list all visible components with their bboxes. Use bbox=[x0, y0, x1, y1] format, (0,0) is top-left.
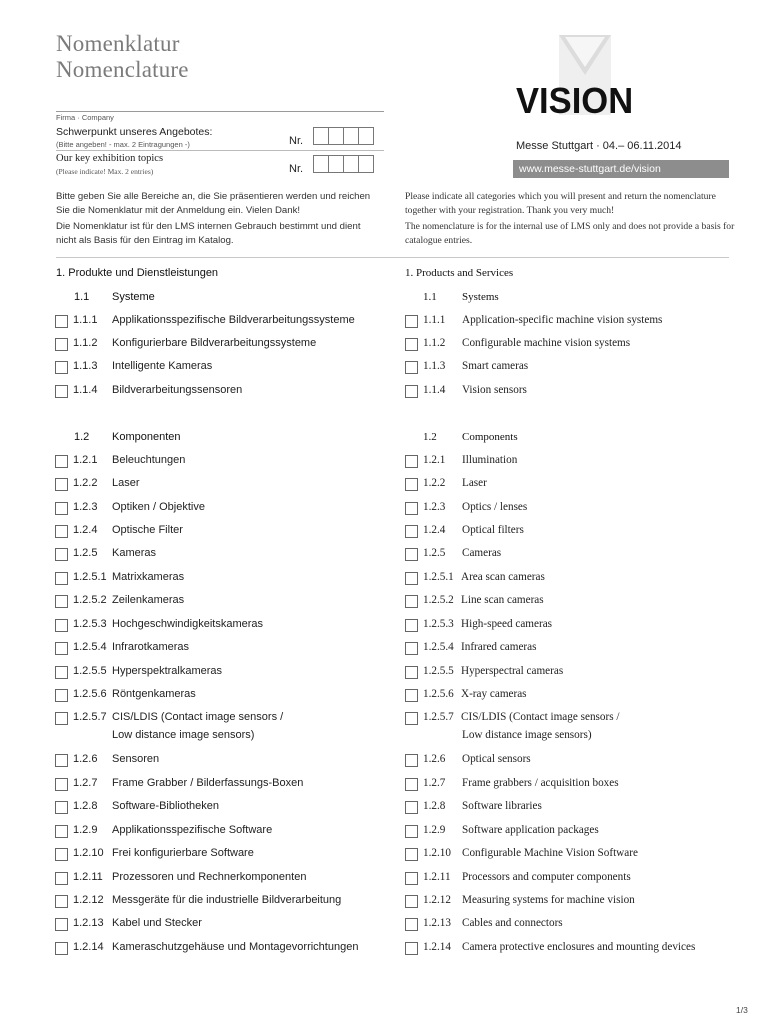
item-number: 1.1.1 bbox=[73, 314, 98, 326]
item-number: 1.2.6 bbox=[73, 753, 98, 765]
nr-label-2: Nr. bbox=[289, 163, 304, 175]
item-number: 1.2.13 bbox=[73, 917, 104, 929]
checkbox[interactable] bbox=[405, 666, 418, 679]
item-label: Beleuchtungen bbox=[112, 454, 186, 466]
item-number: 1.2.9 bbox=[73, 824, 98, 836]
item-label: Area scan cameras bbox=[461, 571, 545, 583]
item-number: 1.2.5.1 bbox=[423, 571, 454, 583]
item-number: 1.2.5.1 bbox=[73, 571, 107, 583]
checkbox[interactable] bbox=[405, 778, 418, 791]
checkbox[interactable] bbox=[405, 895, 418, 908]
checkbox[interactable] bbox=[55, 502, 68, 515]
checkbox[interactable] bbox=[55, 455, 68, 468]
checkbox[interactable] bbox=[405, 712, 418, 725]
checkbox[interactable] bbox=[55, 825, 68, 838]
item-number: 1.2.4 bbox=[423, 524, 446, 536]
item-label: Configurable Machine Vision Software bbox=[462, 847, 638, 859]
item-number: 1.2.5.7 bbox=[73, 711, 107, 723]
item-number: 1.2.4 bbox=[73, 524, 98, 536]
item-label: Processors and computer components bbox=[462, 871, 631, 883]
item-label: Hochgeschwindigkeitskameras bbox=[112, 618, 264, 630]
item-label: Laser bbox=[462, 477, 487, 489]
page-number: 1/3 bbox=[736, 1005, 748, 1015]
item-number: 1.2.10 bbox=[423, 847, 451, 859]
sub1-num-de: 1.1 bbox=[74, 291, 90, 303]
item-number: 1.1.3 bbox=[423, 360, 446, 372]
sub1-title-en: Systems bbox=[462, 291, 499, 303]
item-label: Optics / lenses bbox=[462, 501, 528, 513]
item-label: Kameraschutzgehäuse und Montagevorrichtungen bbox=[112, 941, 359, 953]
focus-divider bbox=[56, 150, 384, 151]
checkbox[interactable] bbox=[405, 525, 418, 538]
checkbox[interactable] bbox=[55, 548, 68, 561]
checkbox[interactable] bbox=[405, 689, 418, 702]
item-number: 1.2.5.4 bbox=[423, 641, 454, 653]
item-label: Applikationsspezifische Bildverarbeitungssysteme bbox=[112, 314, 355, 326]
item-label: Sensoren bbox=[112, 753, 160, 765]
item-label: Bildverarbeitungssensoren bbox=[112, 384, 243, 396]
item-label: Hyperspektralkameras bbox=[112, 665, 223, 677]
checkbox[interactable] bbox=[55, 361, 68, 374]
checkbox[interactable] bbox=[405, 502, 418, 515]
item-number: 1.2.14 bbox=[73, 941, 104, 953]
item-number: 1.2.3 bbox=[423, 501, 446, 513]
focus-note-de: (Bitte angeben! - max. 2 Eintragungen -) bbox=[56, 140, 190, 149]
item-label: Application-specific machine vision systems bbox=[462, 314, 663, 326]
checkbox[interactable] bbox=[55, 525, 68, 538]
checkbox[interactable] bbox=[55, 572, 68, 585]
item-number: 1.1.4 bbox=[73, 384, 98, 396]
item-number: 1.1.2 bbox=[73, 337, 98, 349]
item-label: Illumination bbox=[462, 454, 518, 466]
checkbox[interactable] bbox=[55, 918, 68, 931]
item-number: 1.2.1 bbox=[423, 454, 446, 466]
item-label: Configurable machine vision systems bbox=[462, 337, 631, 349]
item-number: 1.1.1 bbox=[423, 314, 446, 326]
item-number: 1.2.5.6 bbox=[423, 688, 454, 700]
checkbox[interactable] bbox=[405, 872, 418, 885]
item-label: Intelligente Kameras bbox=[112, 360, 213, 372]
item-label: Optische Filter bbox=[112, 524, 183, 536]
item-number: 1.1.2 bbox=[423, 337, 446, 349]
section-title-en: 1. Products and Services bbox=[405, 267, 514, 279]
checkbox[interactable] bbox=[55, 712, 68, 725]
item-label: Laser bbox=[112, 477, 140, 489]
checkbox[interactable] bbox=[405, 942, 418, 955]
item-label: High-speed cameras bbox=[461, 618, 553, 630]
checkbox[interactable] bbox=[405, 572, 418, 585]
item-number: 1.2.5.3 bbox=[73, 618, 107, 630]
item-label: Software application packages bbox=[462, 824, 599, 836]
item-number: 1.2.5.2 bbox=[423, 594, 454, 606]
item-label: Optiken / Objektive bbox=[112, 501, 205, 513]
item-number: 1.2.14 bbox=[423, 941, 451, 953]
checkbox[interactable] bbox=[405, 801, 418, 814]
checkbox[interactable] bbox=[55, 338, 68, 351]
item-number: 1.2.12 bbox=[73, 894, 104, 906]
item-label: Infrarotkameras bbox=[112, 641, 190, 653]
item-label: Kameras bbox=[112, 547, 157, 559]
checkbox[interactable] bbox=[55, 666, 68, 679]
checkbox[interactable] bbox=[55, 619, 68, 632]
item-number: 1.2.8 bbox=[423, 800, 446, 812]
checkbox[interactable] bbox=[405, 455, 418, 468]
item-number: 1.2.9 bbox=[423, 824, 446, 836]
sub2-title-en: Components bbox=[462, 431, 518, 443]
item-number: 1.2.10 bbox=[73, 847, 104, 859]
checkbox[interactable] bbox=[405, 385, 418, 398]
item-number: 1.2.5.5 bbox=[423, 665, 454, 677]
item-label-continued: Low distance image sensors) bbox=[462, 729, 592, 741]
checkbox[interactable] bbox=[405, 754, 418, 767]
item-number: 1.2.5.4 bbox=[73, 641, 107, 653]
sub2-title-de: Komponenten bbox=[112, 431, 181, 443]
item-label: Röntgenkameras bbox=[112, 688, 196, 700]
item-label: Matrixkameras bbox=[112, 571, 185, 583]
item-label: Kabel und Stecker bbox=[112, 917, 202, 929]
checkbox[interactable] bbox=[405, 918, 418, 931]
checkbox[interactable] bbox=[55, 385, 68, 398]
item-label: Frame grabbers / acquisition boxes bbox=[462, 777, 619, 789]
item-number: 1.1.3 bbox=[73, 360, 98, 372]
vision-logo: VISION bbox=[516, 80, 634, 121]
item-number: 1.2.3 bbox=[73, 501, 98, 513]
checkbox[interactable] bbox=[405, 338, 418, 351]
sub2-num-en: 1.2 bbox=[423, 431, 437, 443]
item-number: 1.2.2 bbox=[73, 477, 98, 489]
intro-de-2: Die Nomenklatur ist für den LMS internen Gebrauch bestimmt und dient nicht als Basis für den Eintrag im Katalog. bbox=[56, 221, 361, 246]
section-title-de: 1. Produkte und Dienstleistungen bbox=[56, 267, 219, 279]
company-label: Firma · Company bbox=[56, 113, 114, 122]
intro-de-1: Bitte geben Sie alle Bereiche an, die Sie präsentieren werden und reichen Sie die Nomenklatur mit der Anmeldung ein. Vielen Dank! bbox=[56, 191, 371, 216]
item-label: Smart cameras bbox=[462, 360, 529, 372]
item-label: Software libraries bbox=[462, 800, 542, 812]
item-number: 1.2.5.3 bbox=[423, 618, 454, 630]
item-number: 1.2.13 bbox=[423, 917, 451, 929]
item-number: 1.2.5.6 bbox=[73, 688, 107, 700]
event-url[interactable]: www.messe-stuttgart.de/vision bbox=[513, 160, 729, 178]
checkbox[interactable] bbox=[55, 642, 68, 655]
item-number: 1.2.5.7 bbox=[423, 711, 454, 723]
item-label: Optical sensors bbox=[462, 753, 531, 765]
item-label: Zeilenkameras bbox=[112, 594, 185, 606]
intro-en-2: The nomenclature is for the internal use of LMS only and does not provide a basis for catalogue entries. bbox=[405, 221, 735, 246]
item-number: 1.2.5.5 bbox=[73, 665, 107, 677]
item-number: 1.2.11 bbox=[423, 871, 451, 883]
checkbox[interactable] bbox=[55, 595, 68, 608]
item-label: Hyperspectral cameras bbox=[461, 665, 564, 677]
checkbox[interactable] bbox=[405, 619, 418, 632]
item-number: 1.1.4 bbox=[423, 384, 446, 396]
item-label: Vision sensors bbox=[462, 384, 527, 396]
item-number: 1.2.2 bbox=[423, 477, 446, 489]
item-label: Applikationsspezifische Software bbox=[112, 824, 273, 836]
checkbox[interactable] bbox=[55, 778, 68, 791]
focus-note-en: (Please indicate! Max. 2 entries) bbox=[56, 167, 154, 176]
item-number: 1.2.11 bbox=[73, 871, 103, 883]
item-number: 1.2.7 bbox=[423, 777, 446, 789]
item-label: Cables and connectors bbox=[462, 917, 563, 929]
event-line: Messe Stuttgart · 04.– 06.11.2014 bbox=[516, 140, 682, 152]
item-label-continued: Low distance image sensors) bbox=[112, 729, 255, 741]
checkbox[interactable] bbox=[55, 689, 68, 702]
item-number: 1.2.1 bbox=[73, 454, 98, 466]
item-label: Frei konfigurierbare Software bbox=[112, 847, 254, 859]
company-field-line[interactable] bbox=[56, 111, 384, 112]
item-number: 1.2.5 bbox=[423, 547, 446, 559]
item-label: Frame Grabber / Bilderfassungs-Boxen bbox=[112, 777, 304, 789]
item-label: Measuring systems for machine vision bbox=[462, 894, 635, 906]
checkbox[interactable] bbox=[405, 478, 418, 491]
item-label: Camera protective enclosures and mounting devices bbox=[462, 941, 696, 953]
sub1-title-de: Systeme bbox=[112, 291, 155, 303]
sub1-num-en: 1.1 bbox=[423, 291, 437, 303]
checkbox[interactable] bbox=[55, 848, 68, 861]
item-label: CIS/LDIS (Contact image sensors / bbox=[461, 711, 620, 723]
focus-label-en: Our key exhibition topics bbox=[56, 153, 164, 164]
focus-label-de: Schwerpunkt unseres Angebotes: bbox=[56, 126, 213, 138]
item-label: Software-Bibliotheken bbox=[112, 800, 220, 812]
item-label: Prozessoren und Rechnerkomponenten bbox=[112, 871, 307, 883]
item-number: 1.2.12 bbox=[423, 894, 451, 906]
title-german: Nomenklatur bbox=[56, 31, 180, 56]
item-label: Line scan cameras bbox=[461, 594, 544, 606]
checkbox[interactable] bbox=[405, 848, 418, 861]
item-label: CIS/LDIS (Contact image sensors / bbox=[112, 711, 284, 723]
item-number: 1.2.6 bbox=[423, 753, 446, 765]
item-label: Cameras bbox=[462, 547, 502, 559]
title-english: Nomenclature bbox=[56, 57, 189, 82]
nr-label-1: Nr. bbox=[289, 135, 304, 147]
item-number: 1.2.8 bbox=[73, 800, 98, 812]
checkbox[interactable] bbox=[405, 315, 418, 328]
checkbox[interactable] bbox=[55, 315, 68, 328]
nr-input-1[interactable] bbox=[313, 127, 373, 145]
checkbox[interactable] bbox=[55, 801, 68, 814]
checkbox[interactable] bbox=[55, 754, 68, 767]
checkbox[interactable] bbox=[405, 361, 418, 374]
item-number: 1.2.7 bbox=[73, 777, 98, 789]
item-label: Infrared cameras bbox=[461, 641, 537, 653]
item-number: 1.2.5.2 bbox=[73, 594, 107, 606]
section-divider bbox=[56, 257, 729, 258]
checkbox[interactable] bbox=[55, 872, 68, 885]
item-label: Messgeräte für die industrielle Bildverarbeitung bbox=[112, 894, 342, 906]
intro-en-1: Please indicate all categories which you will present and return the nomenclature together with your registration. Thank you very much! bbox=[405, 191, 716, 216]
checkbox[interactable] bbox=[55, 895, 68, 908]
item-label: Konfigurierbare Bildverarbeitungssysteme bbox=[112, 337, 317, 349]
checkbox[interactable] bbox=[405, 548, 418, 561]
item-label: X-ray cameras bbox=[461, 688, 527, 700]
checkbox[interactable] bbox=[55, 942, 68, 955]
checkbox[interactable] bbox=[405, 642, 418, 655]
checkbox[interactable] bbox=[55, 478, 68, 491]
item-number: 1.2.5 bbox=[73, 547, 98, 559]
checkbox[interactable] bbox=[405, 595, 418, 608]
nr-input-2[interactable] bbox=[313, 155, 373, 173]
checkbox[interactable] bbox=[405, 825, 418, 838]
sub2-num-de: 1.2 bbox=[74, 431, 90, 443]
item-label: Optical filters bbox=[462, 524, 524, 536]
